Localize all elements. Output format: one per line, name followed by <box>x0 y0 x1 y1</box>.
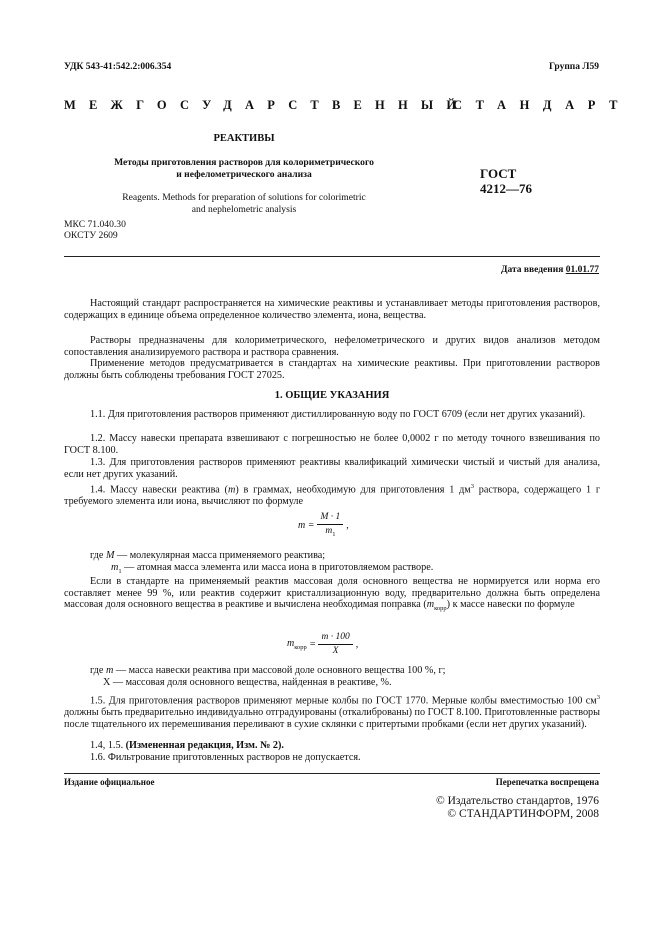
banner-standard: СТАНДАРТ <box>453 98 632 112</box>
clause-1-6: 1.6. Фильтрование приготовленных растворов не допускается. <box>90 752 361 763</box>
copyright-2: © СТАНДАРТИНФОРМ, 2008 <box>447 808 599 820</box>
english-title-line1: Reagents. Methods for preparation of solutions for colorimetric <box>122 192 366 203</box>
official-edition: Издание официальное <box>64 777 155 787</box>
banner-interstate: МЕЖГОСУДАРСТВЕННЫЙ <box>64 98 470 112</box>
intro-paragraph-2: Растворы предназначены для колориметрического, нефелометрического и других видов анализов методом сопоставления анализируемого раствора и раствора сравнения. <box>64 335 600 358</box>
subtitle-line2: и нефелометрического анализа <box>176 169 312 180</box>
purity-condition: Если в стандарте на применяемый реактив массовая доля основного вещества не нормируется или норма его составляет менее 99 %, или реактив содержит кристаллизационную воду, предварительно должна быть определена массовая доля основного вещества в реактиве и вычислена необходимая поправка $(m_{корр})$ к массе навески по формуле <box>64 576 600 613</box>
clause-1-3: 1.3. Для приготовления растворов применяют реактивы квалификаций химически чистый и чистый для анализа, если нет других указаний. <box>64 457 600 480</box>
copyright-1: © Издательство стандартов, 1976 <box>435 795 599 807</box>
formula-mass: m = $\frac{M \cdot 1}{m_1}$ , <box>298 512 349 538</box>
okstu-code: ОКСТУ 2609 <box>64 230 118 241</box>
formula-mass-fraction: $\frac{M \cdot 1}{m_1}$ <box>317 512 343 540</box>
english-title-line2: and nephelometric analysis <box>191 204 297 215</box>
where-M: где M — молекулярная масса применяемого реактива; <box>90 550 326 561</box>
title-main: РЕАКТИВЫ <box>213 133 275 144</box>
intro-date-label: Дата введения <box>500 265 564 275</box>
divider-top <box>64 256 600 257</box>
subtitle-line1: Методы приготовления растворов для колориметрического <box>114 157 374 168</box>
clause-1-5: 1.5. Для приготовления растворов применяют мерные колбы по ГОСТ 1770. Мерные колбы вместимостью 100 $см^3$ должны быть предварительно индивидуально отградуированы (откалиброваны) по ГОСТ 8.100. Приготовленные растворы после тщательного их перемешивания переливают в сухие склянки с притертыми пробками (если нет других указаний). <box>64 694 600 730</box>
where-m: где m — масса навески реактива при массовой доле основного вещества 100 %, г; <box>90 665 446 676</box>
intro-paragraph-1: Настоящий стандарт распространяется на химические реактивы и устанавливает методы приготовления растворов, содержащих в единице объема определенное количество элемента, иона, вещества. <box>64 298 600 321</box>
divider-bottom <box>64 773 600 774</box>
intro-paragraph-3: Применение методов предусматривается в стандартах на химические реактивы. При приготовлении растворов должны быть соблюдены требования ГОСТ 27025. <box>64 358 600 381</box>
formula-mass-lhs: m = <box>298 520 315 532</box>
reprint-prohibited: Перепечатка воспрещена <box>495 777 599 787</box>
formula-correction-lhs: $m_{корр}$ <box>287 638 307 651</box>
clause-1-2: 1.2. Массу навески препарата взвешивают с погрешностью не более 0,0002 г по методу точного взвешивания по ГОСТ 8.100. <box>64 433 600 456</box>
clause-1-4-1-5-edition: 1.4, 1.5. (Измененная редакция, Изм. № 2). <box>90 740 284 751</box>
intro-date <box>501 265 599 275</box>
formula-correction-fraction: $\frac{m \cdot 100}{X}$ <box>318 632 352 657</box>
formula-correction: $m_{корр}$ = $\frac{m \cdot 100}{X}$ , <box>287 632 359 656</box>
intro-date-value: 01.01.77 <box>565 265 599 275</box>
mks-code: МКС 71.040.30 <box>64 219 126 230</box>
where-X: Х — массовая доля основного вещества, найденная в реактиве, %. <box>103 677 392 688</box>
udk-code: УДК 543-41:542.2:006.354 <box>64 62 172 72</box>
where-m1: $m_1$ — атомная масса элемента или масса иона в приготовляемом растворе. <box>111 562 434 576</box>
clause-1-4: 1.4. Массу навески реактива (m) в граммах, необходимую для приготовления 1 $дм^3$ раствора, содержащего 1 г требуемого элемента или иона, вычисляют по формуле <box>64 483 601 507</box>
group-code: Группа Л59 <box>548 62 599 72</box>
clause-1-1: 1.1. Для приготовления растворов применяют дистиллированную воду по ГОСТ 6709 (если нет других указаний). <box>90 409 586 420</box>
section-heading: 1. ОБЩИЕ УКАЗАНИЯ <box>274 390 390 401</box>
gost-label: ГОСТ <box>480 166 517 181</box>
gost-number: 4212—76 <box>480 181 532 196</box>
